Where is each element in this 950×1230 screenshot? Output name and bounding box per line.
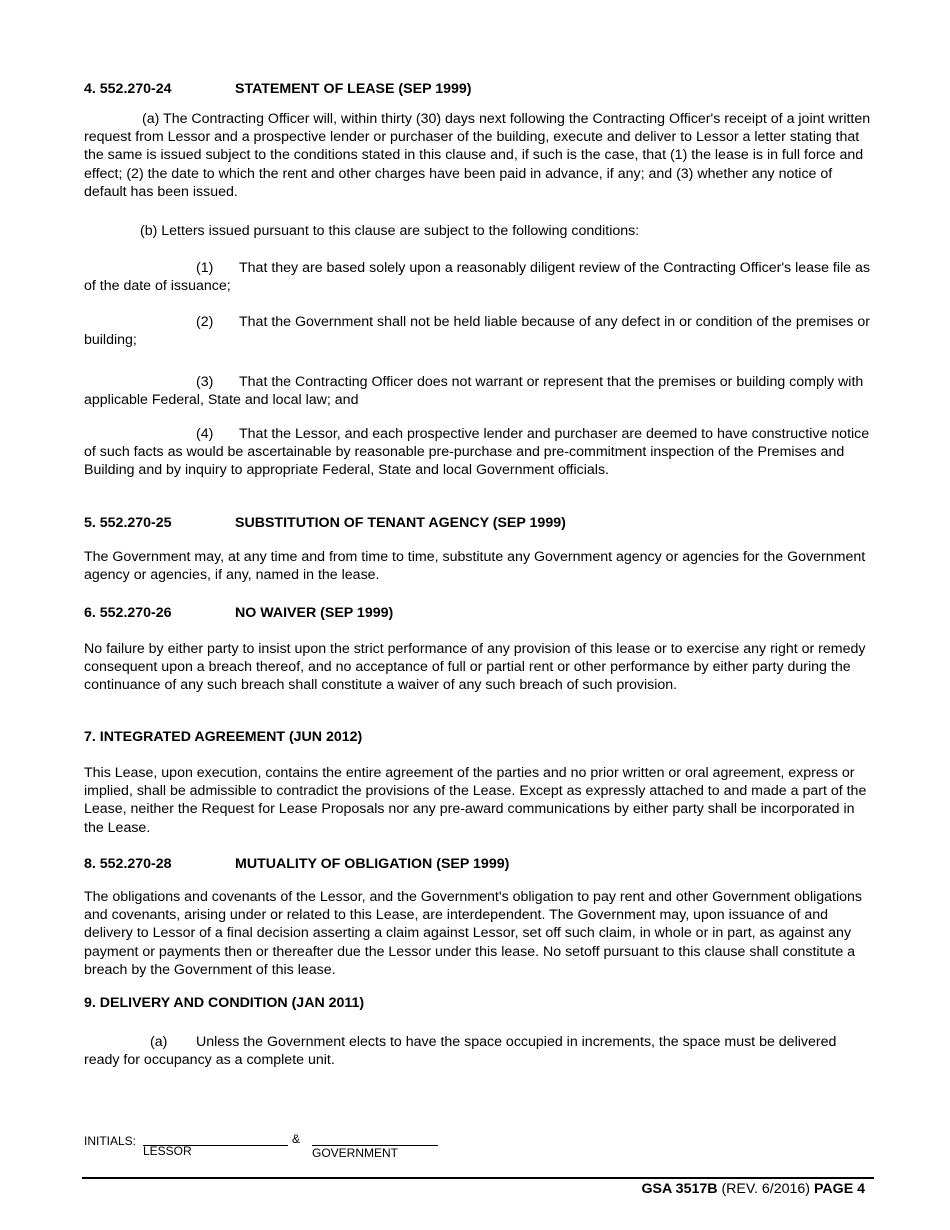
section-6-heading <box>84 604 872 622</box>
section-4-paragraph-a: (a) The Contracting Officer will, within thirty (30) days next following the Contracting Officer's receipt of a joint written request from Lessor and a prospective lender or purchaser of the building, execute and deliver to Lessor a letter stating that the same is issued subject to the conditions stated in this clause and, if such is the case, that (1) the lease is in full force and effect; (2) the date to which the rent and other charges have been paid in advance, if any; and (3) whether any notice of default has been issued. <box>84 111 871 200</box>
item-text: That they are based solely upon a reasonably diligent review of the Contracting Officer's lease file as of the date of issuance; <box>84 260 870 295</box>
section-title: MUTUALITY OF OBLIGATION (SEP 1999) <box>235 856 510 872</box>
item-text: That the Lessor, and each prospective lender and purchaser are deemed to have constructive notice of such facts as would be ascertainable by reasonable pre-purchase and pre-commitment inspection of the Premises and Building and by inquiry to appropriate Federal, State and local Government officials. <box>84 426 870 479</box>
ampersand: & <box>292 1132 301 1146</box>
section-7-body: This Lease, upon execution, contains the entire agreement of the parties and no prior written or oral agreement, express or implied, shall be admissible to contradict the provisions of the Lease. Except as expressly attached to and made a part of the Lease, neither the Request for Lease Proposals nor any pre-award communications by either party shall be incorporated in the Lease. <box>84 765 867 836</box>
section-4-heading <box>84 80 872 98</box>
item-text: That the Government shall not be held liable because of any defect in or condition of the premises or building; <box>84 314 870 349</box>
paragraph-text: Unless the Government elects to have the space occupied in increments, the space must be delivered ready for occupancy as a complete unit. <box>84 1034 837 1069</box>
lessor-label: LESSOR <box>143 1144 192 1158</box>
section-4-item-4 <box>84 425 872 480</box>
section-title: STATEMENT OF LEASE (SEP 1999) <box>235 81 472 97</box>
footer-rule <box>82 1177 874 1179</box>
section-4-item-2 <box>84 313 872 349</box>
section-title: SUBSTITUTION OF TENANT AGENCY (SEP 1999) <box>235 515 566 531</box>
page-number: PAGE 4 <box>814 1181 865 1197</box>
initials-block <box>84 1132 484 1162</box>
section-8-body: The obligations and covenants of the Lessor, and the Government's obligation to pay rent and other Government obligations and covenants, arising under or related to this Lease, are interdependent. The Government may, upon issuance of and delivery to Lessor of a final decision asserting a claim against Lessor, set off such claim, in whole or in part, as against any payment or payments then or thereafter due the Lessor under this lease. No setoff pursuant to this clause shall constitute a breach by the Government of this lease. <box>84 889 862 978</box>
section-9-paragraph-a <box>84 1033 872 1069</box>
item-label: (2) <box>196 314 214 330</box>
section-4-paragraph-b: (b) Letters issued pursuant to this clause are subject to the following conditions: <box>140 223 640 239</box>
section-title: NO WAIVER (SEP 1999) <box>235 605 394 621</box>
section-5-body: The Government may, at any time and from time to time, substitute any Government agency or agencies for the Government agency or agencies, if any, named in the lease. <box>84 549 866 584</box>
item-label: (4) <box>196 426 214 442</box>
section-4-item-3 <box>84 373 872 409</box>
section-number: 5. 552.270-25 <box>84 515 172 531</box>
section-6-body: No failure by either party to insist upon the strict performance of any provision of this lease or to exercise any right or remedy consequent upon a breach thereof, and no acceptance of full or partial rent or other performance by either party during the continuance of any such breach shall constitute a waiver of any such breach of such provision. <box>84 641 866 694</box>
section-9-heading: 9. DELIVERY AND CONDITION (JAN 2011) <box>84 995 365 1011</box>
section-7-heading: 7. INTEGRATED AGREEMENT (JUN 2012) <box>84 729 363 745</box>
section-4-item-1 <box>84 259 872 295</box>
section-number: 6. 552.270-26 <box>84 605 172 621</box>
section-8-heading <box>84 855 872 873</box>
government-label: GOVERNMENT <box>312 1146 399 1160</box>
form-number: GSA 3517B <box>641 1181 718 1197</box>
initials-label: INITIALS: <box>84 1134 137 1148</box>
paragraph-label: (a) <box>150 1034 168 1050</box>
section-5-heading <box>84 514 872 532</box>
section-number: 4. 552.270-24 <box>84 81 172 97</box>
section-number: 8. 552.270-28 <box>84 856 172 872</box>
page-footer <box>642 1181 865 1197</box>
item-label: (3) <box>196 374 214 390</box>
item-text: That the Contracting Officer does not warrant or represent that the premises or building comply with applicable Federal, State and local law; and <box>84 374 864 409</box>
form-revision: (REV. 6/2016) <box>721 1181 811 1197</box>
item-label: (1) <box>196 260 214 276</box>
